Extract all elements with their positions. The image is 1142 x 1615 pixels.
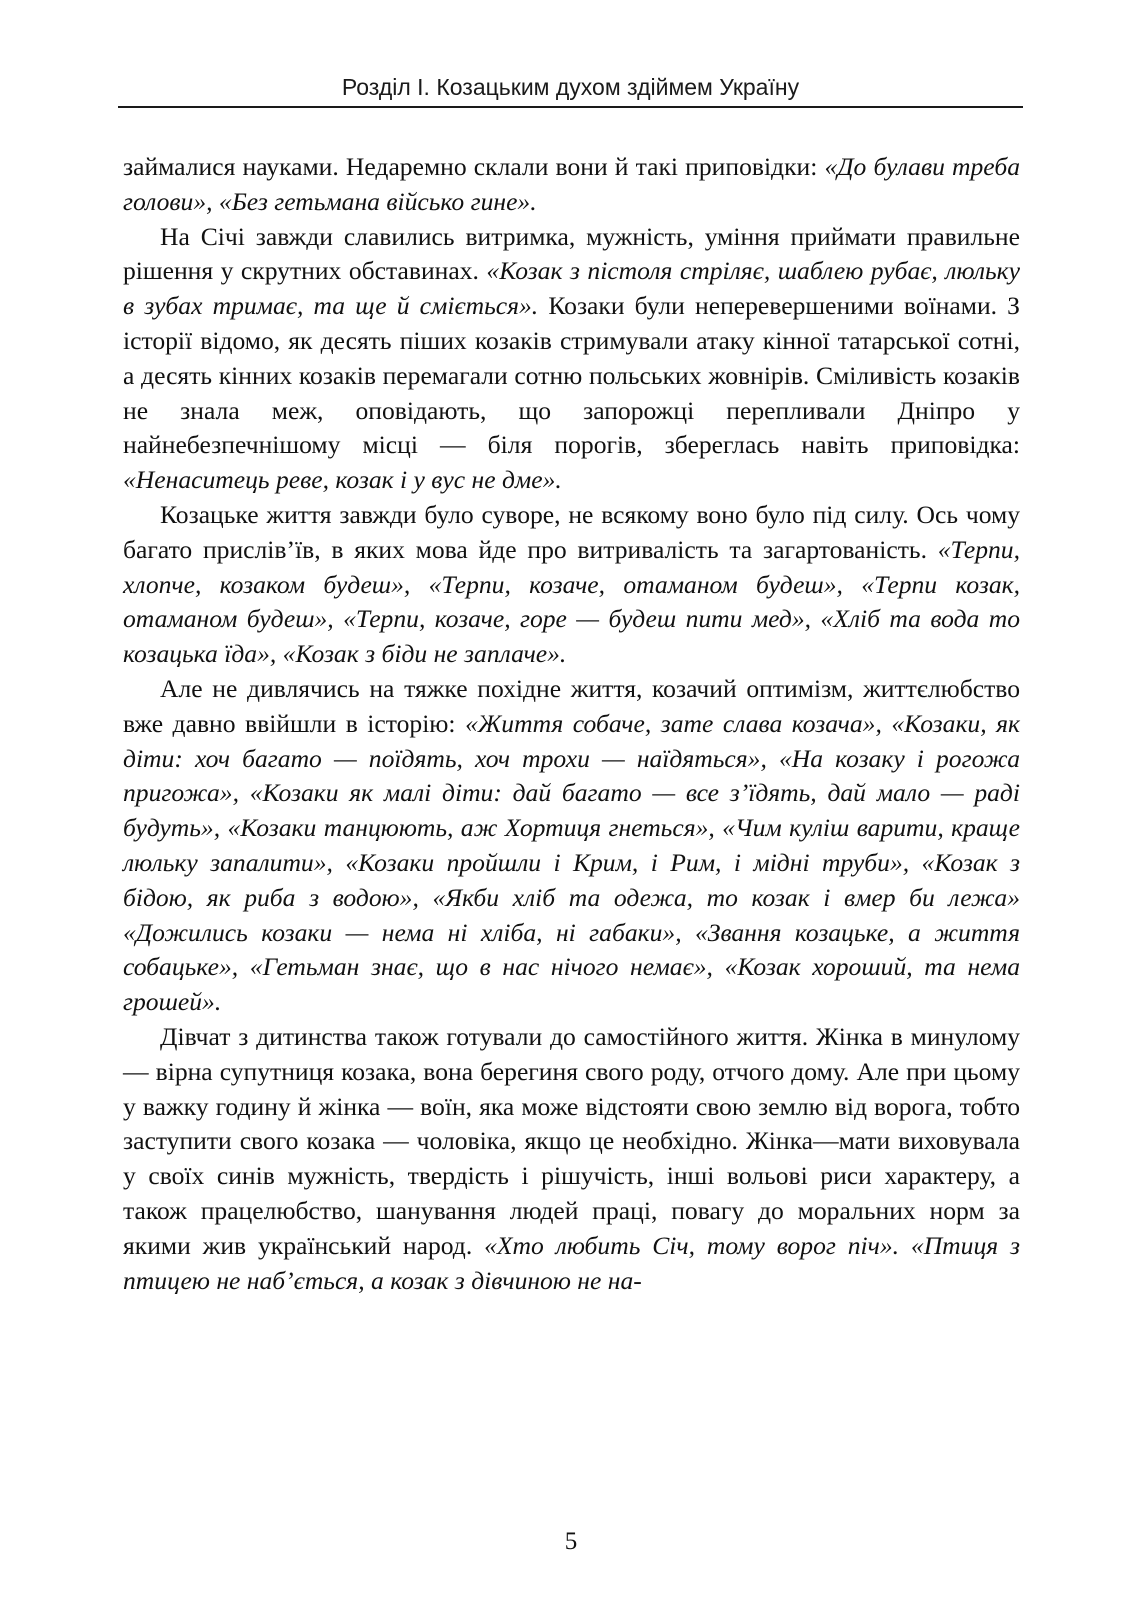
header-rule (118, 106, 1023, 108)
quoted-proverb-text: «Життя собаче, зате слава козача», «Козаки, як діти: хоч багато — поїдять, хоч трохи — наїдяться», «На козаку і рогожа пригожа», «Козаки як малі діти: дай багато — все з’їдять, дай мало — раді будуть», «Козаки танцюють, аж Хортиця гнеться», «Чим куліш варити, краще люльку запалити», «Козаки пройшли і Крим, і Рим, і мідні труби», «Козак з бідою, як риба з водою», «Якби хліб та одежа, то козак і вмер би лежа» «Дожились козаки — нема ні хліба, ні габаки», «Звання козацьке, а життя собацьке», «Гетьман знає, що в нас нічого немає», «Козак хороший, та нема грошей». (123, 708, 1020, 1017)
paragraph-text: Дівчат з дитинства також готували до самостійного життя. Жінка в минулому — вірна супутниця козака, вона берегиня свого роду, отчого дому. Але при цьому у важку годину й жінка — воїн, яка може відстояти свою землю від ворога, тобто заступити свого козака — чоловіка, якщо це необхідно. Жінка—мати виховувала у своїх синів мужність, твердість і рішучість, інші вольові риси характеру, а також працелюбство, шанування людей праці, повагу до моральних норм за якими жив український народ. (123, 1021, 1020, 1260)
paragraph-text: Козаки були неперевершеними воїнами. З історії відомо, як десять піших козаків стримували атаку кінної татарської сотні, а десять кінних козаків перемагали сотню польських жовнірів. Сміливість козаків не знала меж, оповідають, що запорожці перепливали Дніпро у найнебезпечнішому місці — біля порогів, збереглась навіть приповідка: (123, 291, 1021, 460)
quoted-proverb-text: «Ненаситець реве, козак і у вус не дме». (123, 465, 562, 495)
paragraph-text: займалися науками. Недаремно склали вони й такі приповідки: (123, 152, 825, 181)
paragraph (123, 498, 1020, 672)
paragraph-text: Але не дивлячись на тяжке похідне життя, козачий оптимізм, життєлюбство вже давно ввійшли в історію: (123, 673, 1020, 738)
paragraph (123, 220, 1020, 498)
paragraph (123, 672, 1020, 1020)
paragraph (123, 1020, 1020, 1298)
running-header-title: Розділ І. Козацьким духом здіймем Україну (341, 74, 800, 100)
quoted-proverb-text: «До булави треба голови», «Без гетьмана військо гине». (123, 152, 1020, 216)
paragraph-text: На Січі завжди славились витримка, мужність, уміння приймати правильне рішення у скрутних обставинах. (123, 221, 1020, 286)
quoted-proverb-text: «Хто любить Січ, тому ворог піч». «Птиця з птицею не наб’ється, а козак з дівчиною не на- (123, 1230, 1021, 1295)
paragraph (123, 150, 1020, 220)
quoted-proverb-text: «Козак з пістоля стріляє, шаблею рубає, люльку в зубах тримає, та ще й сміється». (123, 256, 1021, 321)
paragraph-text: Козацьке життя завжди було суворе, не всякому воно було під силу. Ось чому багато прислів’їв, в яких мова йде про витривалість та загартованість. (123, 499, 1020, 564)
quoted-proverb-text: «Терпи, хлопче, козаком будеш», «Терпи, козаче, отаманом будеш», «Терпи козак, отаманом будеш», «Терпи, козаче, горе — будеш пити мед», «Хліб та вода то козацька їда», «Козак з біди не заплаче». (123, 534, 1020, 669)
page-number: 5 (564, 1528, 578, 1555)
body-text (123, 150, 1020, 1298)
